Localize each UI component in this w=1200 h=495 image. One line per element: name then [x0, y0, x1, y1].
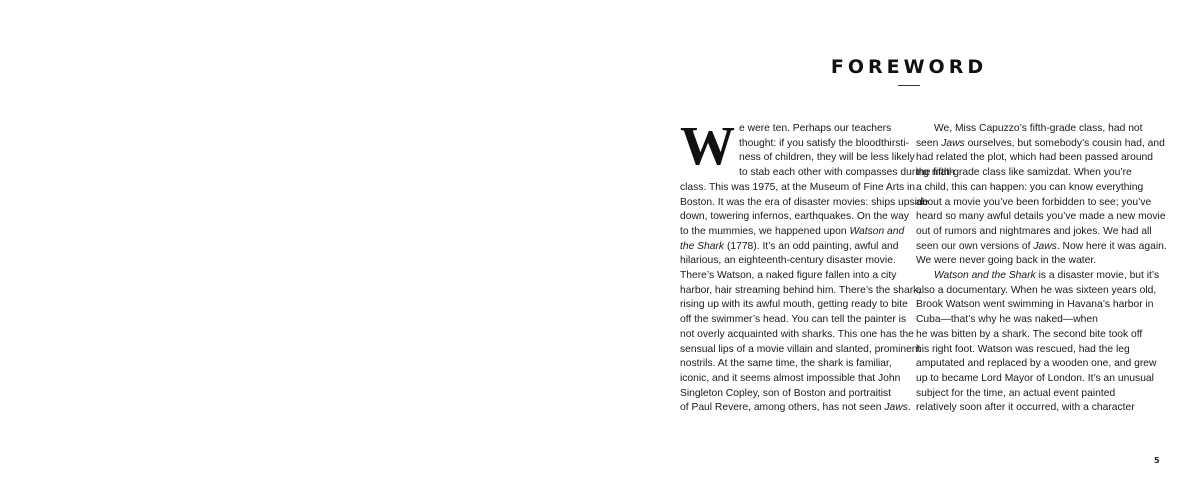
text-line: relatively soon after it occurred, with a character — [916, 402, 1135, 414]
text-line — [916, 137, 1165, 152]
text-line: rising up with its awful mouth, getting ready to bite — [680, 299, 908, 311]
page-number: 5 — [1154, 456, 1160, 465]
text-segment: . Now here it was again. — [1056, 240, 1167, 252]
text-line: off the swimmer’s head. You can tell the painter is — [680, 314, 907, 326]
text-segment: . — [907, 402, 911, 414]
painting-title: Watson and the Shark — [934, 270, 1036, 282]
paragraph — [680, 115, 955, 416]
text-segment: of Paul Revere, among others, has not seen — [680, 402, 882, 414]
text-line: also a documentary. When he was sixteen years old, — [916, 284, 1157, 296]
text-line: not overly acquainted with sharks. This one has the — [680, 328, 914, 340]
text-line: Brook Watson went swimming in Havana’s harbor in — [916, 299, 1154, 311]
text-line: We were never going back in the water. — [916, 255, 1097, 267]
text-line: Boston. It was the era of disaster movies: ships upside — [680, 196, 929, 208]
text-line: harbor, hair streaming behind him. There’s the shark, — [680, 284, 922, 296]
text-line: iconic, and it seems almost impossible that John — [680, 372, 901, 384]
text-line: about a movie you’ve been forbidden to see; you’ve — [916, 196, 1152, 208]
drop-cap: W — [680, 115, 735, 176]
text-segment: to the mummies, we happened upon — [680, 225, 847, 237]
text-line: sensual lips of a movie villain and slanted, prominent — [680, 343, 921, 355]
text-line: e were ten. Perhaps our teachers — [739, 123, 892, 134]
text-line — [916, 269, 1160, 284]
text-line: to stab each other with compasses during math — [739, 167, 955, 179]
text-line: down, towering infernos, earthquakes. On the way — [680, 211, 909, 223]
text-segment: (1778). It’s an odd painting, awful and — [726, 240, 899, 252]
movie-title: Jaws — [941, 137, 965, 149]
text-line: had related the plot, which had been passed around — [916, 152, 1154, 164]
text-segment: is a disaster movie, but it’s — [1038, 270, 1160, 282]
paragraph — [916, 122, 1167, 269]
text-line: Cuba—that’s why he was naked—when — [916, 314, 1098, 326]
text-segment: ourselves, but somebody’s cousin had, and — [967, 137, 1165, 149]
text-line: hilarious, an eighteenth-century disaster movie. — [680, 255, 896, 267]
text-line: amputated and replaced by a wooden one, and grew — [916, 358, 1157, 370]
text-line: out of rumors and nightmares and jokes. We had all — [916, 225, 1152, 237]
text-line: heard so many awful details you’ve made a new movie — [916, 211, 1166, 223]
text-line: ness of children, they will be less likely — [739, 152, 915, 164]
page-title: FOREWORD — [830, 56, 988, 78]
text-line: We, Miss Capuzzo’s fifth-grade class, had not — [934, 123, 1143, 134]
text-segment: seen — [916, 137, 939, 149]
text-line: a child, this can happen: you can know everything — [916, 181, 1144, 193]
text-line: the fifth-grade class like samizdat. When you’re — [916, 167, 1132, 179]
title-divider — [898, 85, 920, 86]
painting-title: the Shark — [680, 240, 725, 252]
text-line — [680, 225, 905, 240]
painting-title: Watson and — [849, 225, 905, 237]
paragraph — [916, 269, 1160, 416]
movie-title: Jaws — [884, 402, 908, 414]
text-line — [680, 240, 899, 255]
text-line: subject for the time, an actual event painted — [916, 387, 1116, 399]
text-line: up to became Lord Mayor of London. It’s an unusual — [916, 372, 1154, 384]
movie-title: Jaws — [1033, 240, 1057, 252]
text-line: his right foot. Watson was rescued, had the leg — [916, 343, 1130, 355]
text-line: thought: if you satisfy the bloodthirsti- — [739, 137, 909, 149]
text-line: There’s Watson, a naked figure fallen into a city — [680, 270, 897, 282]
text-segment: seen our own versions of — [916, 240, 1031, 252]
text-line — [916, 240, 1167, 255]
text-line — [680, 401, 911, 416]
text-line: he was bitten by a shark. The second bite took off — [916, 328, 1143, 340]
column-right — [916, 122, 1167, 416]
text-line: nostrils. At the same time, the shark is familiar, — [680, 358, 892, 370]
column-left — [680, 115, 955, 416]
text-line: Singleton Copley, son of Boston and portraitist — [680, 387, 892, 399]
text-line: class. This was 1975, at the Museum of Fine Arts in — [680, 181, 916, 193]
